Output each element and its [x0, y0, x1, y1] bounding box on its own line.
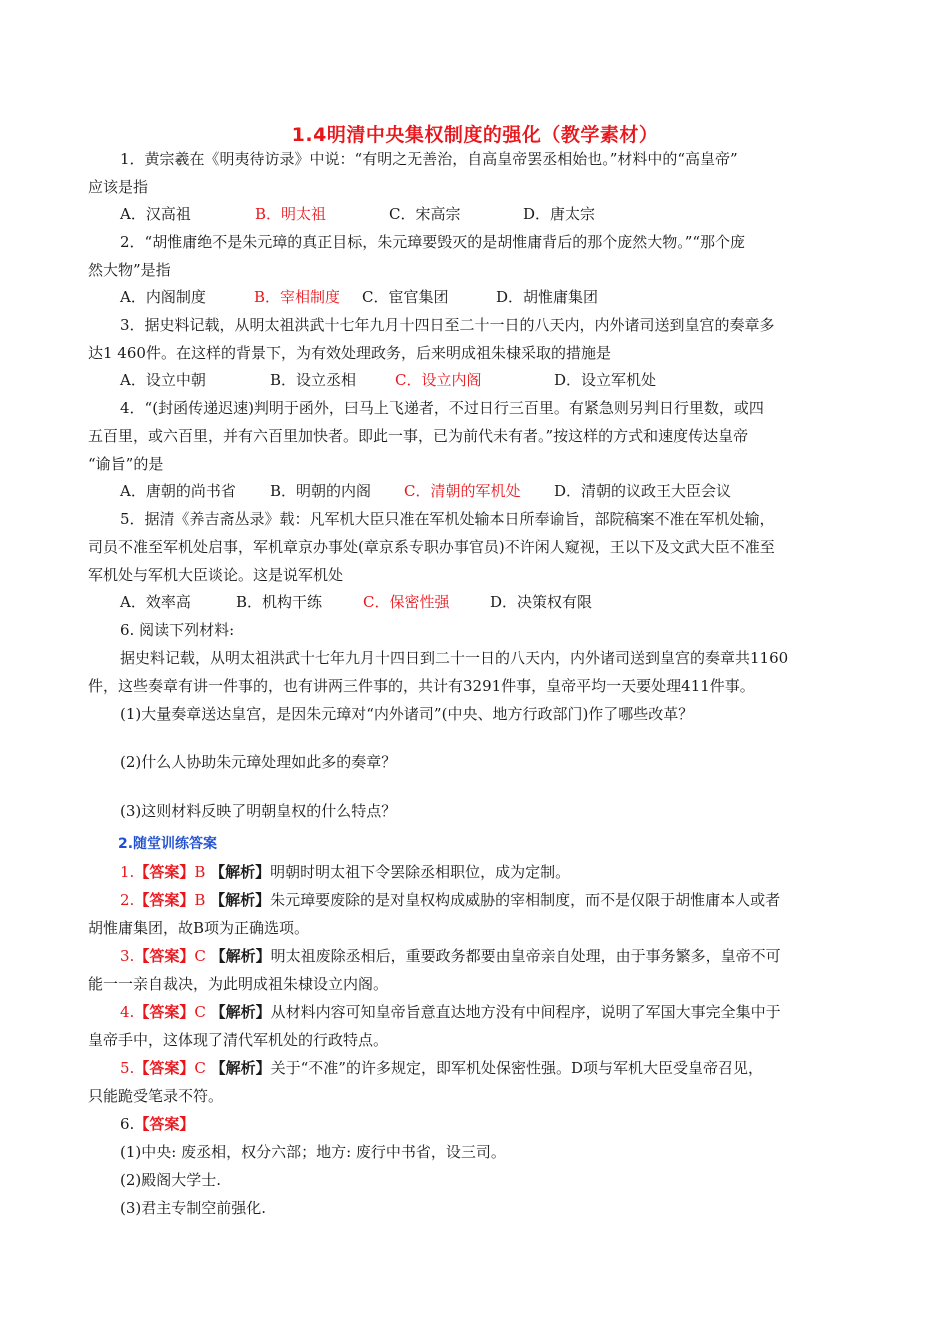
- q3-option-b: B．设立丞相: [270, 371, 357, 389]
- q1-stem: 1．黄宗羲在《明夷待访录》中说：“有明之无善治，自高皇帝罢丞相始也。”材料中的“高皇帝”: [120, 150, 738, 168]
- q1-options: [120, 204, 900, 224]
- q6-sub-question-2: (2)什么人协助朱元璋处理如此多的奏章？: [120, 753, 397, 771]
- q5-stem: 5．据清《养吉斋丛录》载：凡军机大臣只准在军机处输本日所奉谕旨，部院稿案不准在军机处输，: [120, 510, 775, 528]
- q2-options: [120, 287, 900, 307]
- answer-1-analysis: 明朝时明太祖下令罢除丞相职位，成为定制。: [270, 863, 571, 881]
- answer-6-part-2: (2)殿阁大学士.: [120, 1171, 222, 1189]
- answer-1-number: 1.: [120, 863, 135, 881]
- q6-sub-question-1: (1)大量奏章送达皇宫，是因朱元璋对“内外诸司”(中央、地方行政部门)作了哪些改革？: [120, 705, 694, 723]
- q4-options: [120, 481, 900, 501]
- answer-5-analysis: 关于“不准”的许多规定，即军机处保密性强。D项与军机大臣受皇帝召见，: [270, 1059, 763, 1077]
- q4-stem: 4．“(封函传递迟速)判明于函外，曰马上飞递者，不过日行三百里。有紧急则另判日行里数，或四: [120, 399, 764, 417]
- answer-3: [120, 946, 900, 966]
- answer-4-number: 4.: [120, 1003, 135, 1021]
- q5-option-b: B．机构干练: [236, 593, 323, 611]
- answer-2-analysis: 朱元璋要废除的是对皇权构成威胁的宰相制度，而不是仅限于胡惟庸本人或者: [270, 891, 781, 909]
- q3-option-d: D．设立军机处: [554, 371, 657, 389]
- answer-4-analysis: 从材料内容可知皇帝旨意直达地方没有中间程序，说明了军国大事完全集中于: [270, 1003, 781, 1021]
- answers-heading: 2.随堂训练答案: [118, 836, 218, 852]
- q1-option-c: C．宋高宗: [389, 205, 461, 223]
- answer-2-cont: 胡惟庸集团，故B项为正确选项。: [88, 919, 310, 937]
- answer-5-analysis-tag: 【解析】: [210, 1059, 271, 1077]
- q5-options: [120, 592, 900, 612]
- q4-option-b: B．明朝的内阁: [270, 482, 372, 500]
- answer-5-letter: C: [194, 1059, 206, 1077]
- answer-6: [120, 1114, 900, 1134]
- answer-2-tag: 【答案】: [134, 891, 195, 909]
- answer-2-number: 2.: [120, 891, 135, 909]
- answer-4-tag: 【答案】: [134, 1003, 195, 1021]
- answer-4-cont: 皇帝手中，这体现了清代军机处的行政特点。: [88, 1031, 389, 1049]
- answer-3-analysis-tag: 【解析】: [210, 947, 271, 965]
- q2-option-c: C．宦官集团: [362, 288, 449, 306]
- q2-stem-cont: 然大物”是指: [88, 261, 171, 279]
- answer-6-number: 6.: [120, 1115, 135, 1133]
- q3-option-a: A．设立中朝: [120, 371, 206, 389]
- answer-5-cont: 只能跪受笔录不符。: [88, 1087, 224, 1105]
- answer-3-number: 3.: [120, 947, 135, 965]
- answer-6-part-3: (3)君主专制空前强化.: [120, 1199, 267, 1217]
- answer-6-part-1: (1)中央: 废丞相，权分六部；地方: 废行中书省，设三司。: [120, 1143, 506, 1161]
- q3-stem-cont: 达1 460件。在这样的背景下，为有效处理政务，后来明成祖朱棣采取的措施是: [88, 344, 611, 362]
- q2-stem: 2．“胡惟庸绝不是朱元璋的真正目标，朱元璋要毁灭的是胡惟庸背后的那个庞然大物。”“那个庞: [120, 233, 746, 251]
- q6-sub-question-3: (3)这则材料反映了明朝皇权的什么特点？: [120, 802, 397, 820]
- q5-option-c: C．保密性强: [363, 593, 450, 611]
- q6-stem: 6. 阅读下列材料:: [120, 621, 235, 639]
- q1-option-a: A．汉高祖: [120, 205, 191, 223]
- q1-option-d: D．唐太宗: [523, 205, 596, 223]
- answer-1-letter: B: [194, 863, 206, 881]
- answer-3-tag: 【答案】: [134, 947, 195, 965]
- q6-material: 据史料记载，从明太祖洪武十七年九月十四日到二十一日的八天内，内外诸司送到皇宫的奏章共1160: [120, 649, 789, 667]
- q5-stem-cont: 司员不准至军机处启事，军机章京办事处(章京系专职办事官员)不许闲人窥视，王以下及文武大臣不准至: [88, 538, 775, 556]
- answer-2: [120, 890, 900, 910]
- q4-stem-cont: 五百里，或六百里，并有六百里加快者。即此一事，已为前代未有者。”按这样的方式和速度传达皇帝: [88, 427, 749, 445]
- answer-1: [120, 862, 900, 882]
- q2-option-d: D．胡惟庸集团: [496, 288, 599, 306]
- answer-2-analysis-tag: 【解析】: [210, 891, 271, 909]
- answer-2-letter: B: [194, 891, 206, 909]
- answer-5-tag: 【答案】: [134, 1059, 195, 1077]
- q1-option-b: B．明太祖: [255, 205, 327, 223]
- answer-4-analysis-tag: 【解析】: [210, 1003, 271, 1021]
- q4-option-c: C．清朝的军机处: [404, 482, 521, 500]
- q4-stem-cont2: “谕旨”的是: [88, 455, 164, 473]
- answer-5: [120, 1058, 900, 1078]
- q5-option-a: A．效率高: [120, 593, 191, 611]
- answer-1-tag: 【答案】: [134, 863, 195, 881]
- q1-stem-cont: 应该是指: [88, 178, 149, 196]
- q6-material-cont: 件，这些奏章有讲一件事的，也有讲两三件事的，共计有3291件事，皇帝平均一天要处理411件事。: [88, 677, 755, 695]
- page-title: 1.4明清中央集权制度的强化（教学素材）: [291, 124, 659, 146]
- answer-4-letter: C: [194, 1003, 206, 1021]
- answer-3-letter: C: [194, 947, 206, 965]
- q5-option-d: D．决策权有限: [490, 593, 593, 611]
- q4-option-d: D．清朝的议政王大臣会议: [554, 482, 732, 500]
- answer-6-tag: 【答案】: [134, 1115, 195, 1133]
- q3-stem: 3．据史料记载，从明太祖洪武十七年九月十四日至二十一日的八天内，内外诸司送到皇宫的奏章多: [120, 316, 775, 334]
- q2-option-a: A．内阁制度: [120, 288, 206, 306]
- q4-option-a: A．唐朝的尚书省: [120, 482, 236, 500]
- q5-stem-cont2: 军机处与军机大臣谈论。这是说军机处: [88, 566, 344, 584]
- answer-4: [120, 1002, 900, 1022]
- q3-option-c: C．设立内阁: [395, 371, 482, 389]
- answer-3-cont: 能一一亲自裁决，为此明成祖朱棣设立内阁。: [88, 975, 389, 993]
- answer-3-analysis: 明太祖废除丞相后，重要政务都要由皇帝亲自处理，由于事务繁多，皇帝不可: [270, 947, 781, 965]
- q2-option-b: B．宰相制度: [254, 288, 341, 306]
- answer-5-number: 5.: [120, 1059, 135, 1077]
- q3-options: [120, 370, 900, 390]
- answer-1-analysis-tag: 【解析】: [210, 863, 271, 881]
